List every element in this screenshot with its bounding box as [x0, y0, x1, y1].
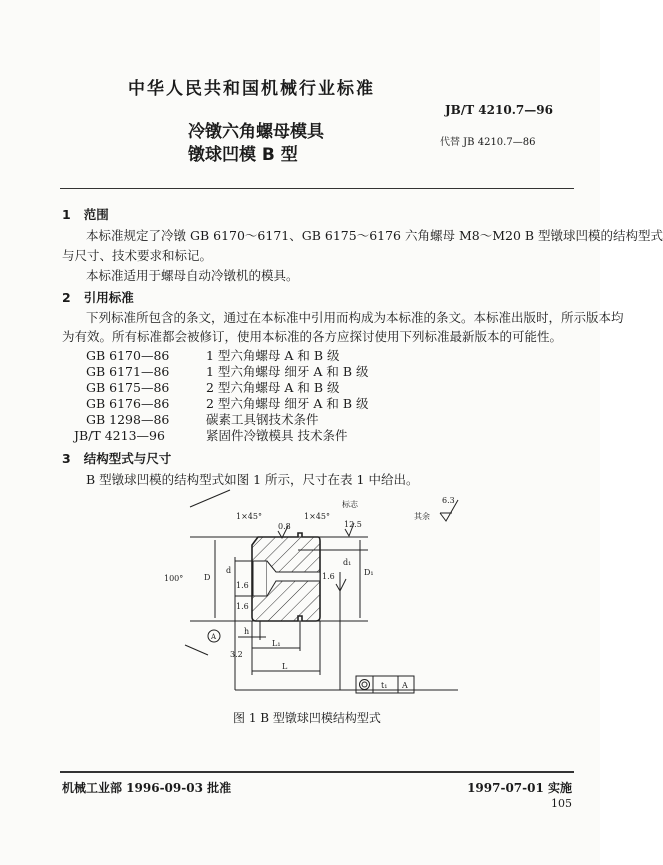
paragraph: B 型镦球凹模的结构型式如图 1 所示，尺寸在表 1 中给出。	[86, 472, 419, 487]
header-divider	[60, 188, 574, 189]
reference-item: JB/T 4213—96 紧固件冷镦模具 技术条件	[74, 428, 348, 443]
paragraph: 下列标准所包含的条文，通过在本标准中引用而构成为本标准的条文。本标准出版时，所示版本均	[86, 310, 624, 325]
replaces-standard: 代替 JB 4210.7—86	[440, 137, 536, 148]
die-drawing	[160, 495, 490, 705]
page-number: 105	[551, 797, 572, 810]
section-2-heading: 2 引用标准	[62, 290, 134, 305]
dim-L1: L₁	[272, 639, 281, 648]
title-line-2: 镦球凹模 B 型	[188, 145, 298, 165]
reference-item: GB 6170—86 1 型六角螺母 A 和 B 级	[86, 348, 340, 363]
dim-h: h	[244, 627, 250, 636]
reference-item: GB 6171—86 1 型六角螺母 细牙 A 和 B 级	[86, 364, 369, 379]
other-surfaces-label: 其余	[414, 512, 430, 521]
chamfer-label: 1×45°	[236, 512, 262, 521]
approval-date: 机械工业部 1996-09-03 批准	[62, 781, 232, 795]
title-line-1: 冷镦六角螺母模具	[188, 122, 324, 142]
paragraph: 本标准规定了冷镦 GB 6170～6171、GB 6175～6176 六角螺母 M8～M20 B 型镦球凹模的结构型式	[86, 228, 663, 243]
dim-L: L	[282, 662, 288, 671]
dim-d: d	[226, 566, 232, 575]
section-1-heading: 1 范围	[62, 207, 109, 222]
footer-divider	[60, 771, 574, 773]
standard-number: JB/T 4210.7—96	[445, 103, 553, 117]
datum-A: A	[211, 633, 217, 641]
figure-caption: 图 1 B 型镦球凹模结构型式	[233, 711, 381, 725]
tolerance-datum: A	[402, 681, 408, 690]
paragraph: 与尺寸、技术要求和标记。	[62, 248, 213, 263]
chamfer-label: 1×45°	[304, 512, 330, 521]
roughness-value: 0.8	[278, 522, 291, 531]
roughness-value: 1.6	[322, 572, 335, 581]
section-3-heading: 3 结构型式与尺寸	[62, 451, 172, 466]
paragraph: 本标准适用于螺母自动冷镦机的模具。	[86, 268, 299, 283]
roughness-value: 1.6	[236, 602, 249, 611]
mark-label: 标志	[342, 500, 358, 509]
issuing-organization: 中华人民共和国机械行业标准	[128, 79, 375, 99]
dim-D1: D₁	[364, 568, 374, 577]
roughness-value: 1.6	[236, 581, 249, 590]
reference-item: GB 6176—86 2 型六角螺母 细牙 A 和 B 级	[86, 396, 369, 411]
angle-label: 100°	[164, 574, 184, 583]
effective-date: 1997-07-01 实施	[467, 781, 572, 795]
paragraph: 为有效。所有标准都会被修订，使用本标准的各方应探讨使用下列标准最新版本的可能性。	[62, 329, 563, 344]
roughness-value: 6.3	[442, 496, 455, 505]
tolerance-value: t₁	[381, 681, 388, 690]
dim-D: D	[204, 573, 211, 582]
roughness-value: 3.2	[230, 650, 243, 659]
reference-item: GB 6175—86 2 型六角螺母 A 和 B 级	[86, 380, 340, 395]
reference-item: GB 1298—86 碳素工具钢技术条件	[86, 412, 319, 427]
roughness-value: 12.5	[344, 520, 362, 529]
dim-d1: d₁	[343, 558, 352, 567]
